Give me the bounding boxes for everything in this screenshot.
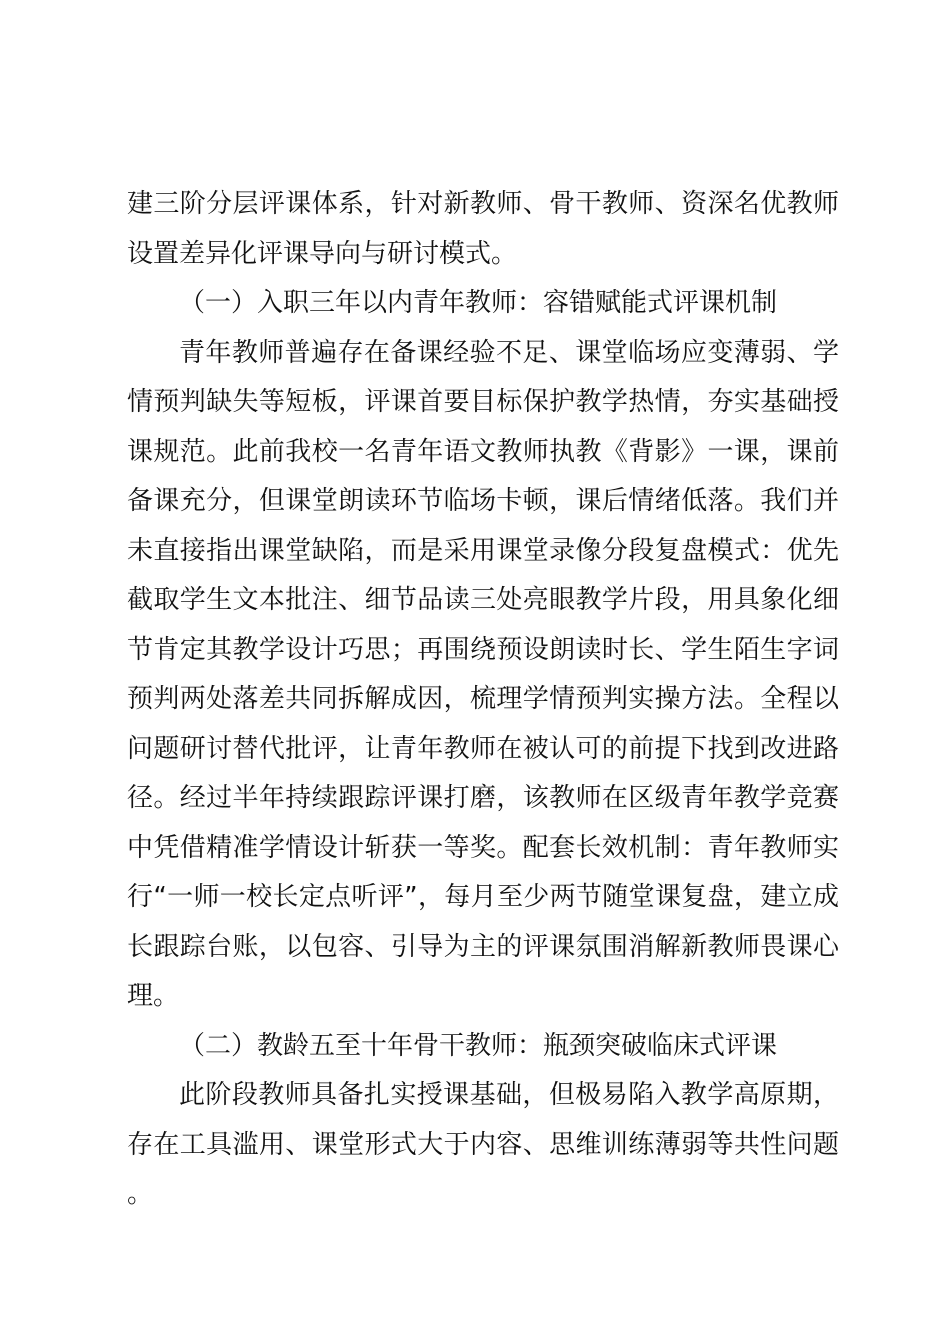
section-heading-2: （二）教龄五至十年骨干教师：瓶颈突破临床式评课: [179, 1030, 778, 1061]
body-paragraph-continued: 建三阶分层评课体系，针对新教师、骨干教师、资深名优教师设置差异化评课导向与研讨模式。: [127, 189, 839, 269]
body-paragraph-core-teachers: 此阶段教师具备扎实授课基础，但极易陷入教学高原期，存在工具滥用、课堂形式大于内容、思维训练薄弱等共性问题。: [127, 1080, 839, 1209]
body-paragraph-young-teachers: 青年教师普遍存在备课经验不足、课堂临场应变薄弱、学情预判缺失等短板，评课首要目标保护教学热情，夯实基础授课规范。此前我校一名青年语文教师执教《背影》一课，课前备课充分，但课堂朗读环节临场卡顿，课后情绪低落。我们并未直接指出课堂缺陷，而是采用课堂录像分段复盘模式：优先截取学生文本批注、细节品读三处亮眼教学片段，用具象化细节肯定其教学设计巧思；再围绕预设朗读时长、学生陌生字词预判两处落差共同拆解成因，梳理学情预判实操方法。全程以问题研讨替代批评，让青年教师在被认可的前提下找到改进路径。经过半年持续跟踪评课打磨，该教师在区级青年教学竞赛中凭借精准学情设计斩获一等奖。配套长效机制：青年教师实行“一师一校长定点听评”，每月至少两节随堂课复盘，建立成长跟踪台账，以包容、引导为主的评课氛围消解新教师畏课心理。: [127, 337, 839, 1011]
document-body: [127, 180, 839, 1220]
section-heading-1: （一）入职三年以内青年教师：容错赋能式评课机制: [179, 288, 778, 318]
